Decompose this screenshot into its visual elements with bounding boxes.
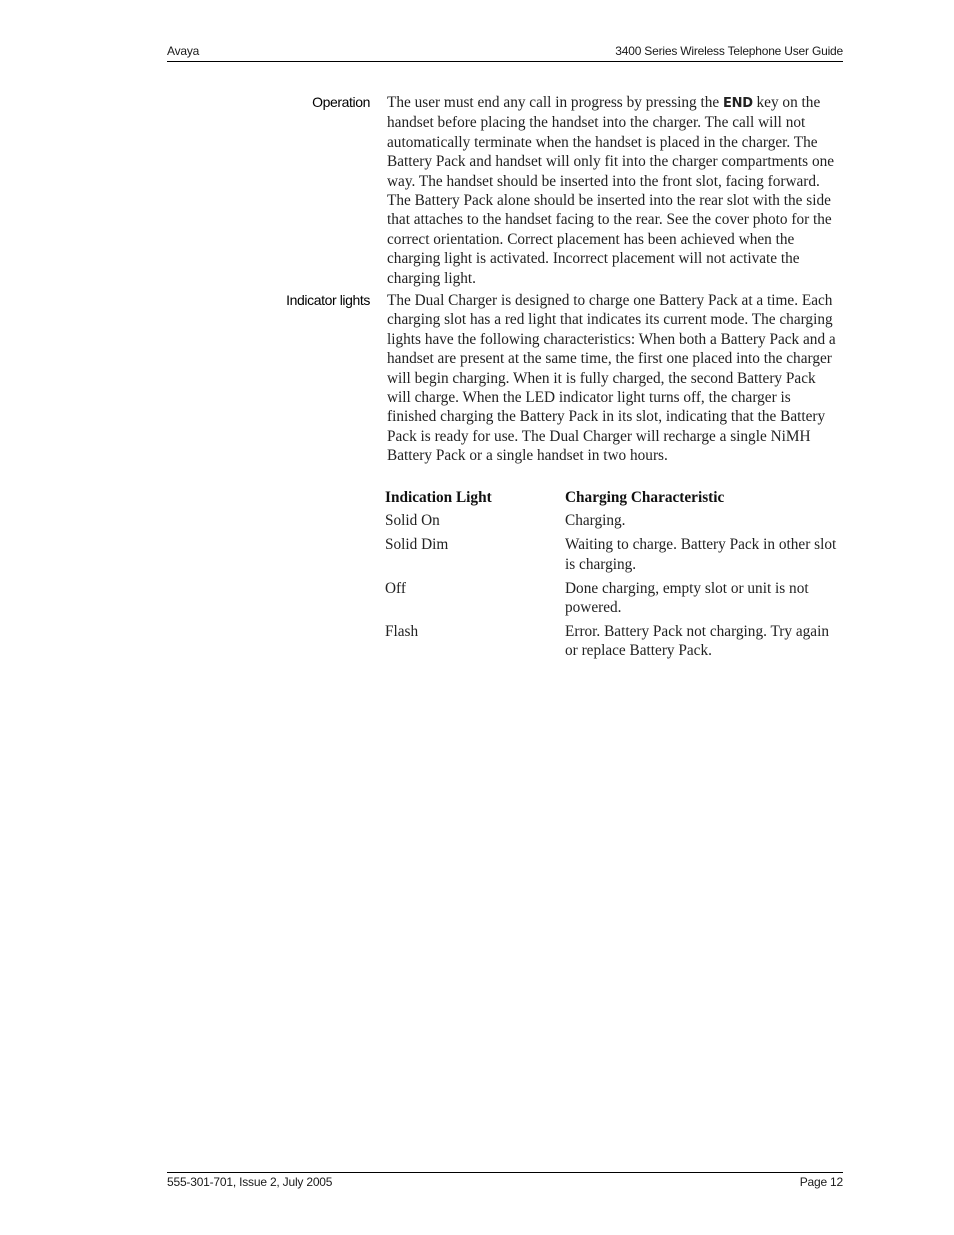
charging-characteristic-cell: Charging. (565, 512, 626, 530)
table-row (385, 579, 841, 622)
indication-light-table (385, 488, 841, 665)
end-key-label: END (723, 96, 753, 111)
operation-text-before: The user must end any call in progress by pressing the (387, 94, 724, 111)
indicator-lights-heading: Indicator lights (286, 292, 370, 308)
table-row (385, 622, 841, 665)
indication-light-cell: Off (385, 579, 406, 597)
table-header-row (385, 488, 841, 511)
page-header (167, 44, 843, 62)
indication-light-cell: Solid On (385, 512, 440, 530)
header-company: Avaya (167, 44, 200, 58)
column-header-charging-characteristic: Charging Characteristic (565, 489, 725, 506)
footer-document-number: 555-301-701, Issue 2, July 2005 (167, 1175, 333, 1189)
table-row (385, 511, 841, 535)
footer-page-number: Page 12 (799, 1175, 843, 1189)
charging-characteristic-cell: Waiting to charge. Battery Pack in other slot is charging. (565, 536, 837, 573)
charging-characteristic-cell: Error. Battery Pack not charging. Try again or replace Battery Pack. (565, 622, 829, 660)
operation-text-after: key on the handset before placing the handset into the charger. The call will not automatically terminate when the handset is placed in the charger. The Battery Pack and handset will only fit into the charger compartments one way. The handset should be inserted into the front slot, facing forward. The Battery Pack alone should be inserted into the rear slot with the side that attaches to the handset facing to the rear. See the cover photo for the correct orientation. Correct placement has been achieved when the charging light is activated. Incorrect placement will not activate the charging light. (387, 94, 835, 287)
operation-heading: Operation (312, 94, 370, 110)
charging-characteristic-cell: Done charging, empty slot or unit is not powered. (565, 579, 809, 617)
page-footer (167, 1172, 843, 1189)
column-header-indication-light: Indication Light (385, 489, 492, 506)
operation-paragraph (387, 93, 843, 288)
indicator-lights-paragraph: The Dual Charger is designed to charge one Battery Pack at a time. Each charging slot has a red light that indicates its current mode. The charging lights have the following characteristics: When both a Battery Pack and a handset are present at the same time, the first one placed into the charger will begin charging. When it is fully charged, the second Battery Pack will charge. When the LED indicator light turns off, the charger is finished charging the Battery Pack in its slot, indicating that the Battery Pack is ready for use. The Dual Charger will recharge a single NiMH Battery Pack or a single handset in two hours. (387, 292, 836, 465)
table-row (385, 535, 841, 578)
header-doc-title: 3400 Series Wireless Telephone User Guide (615, 44, 843, 58)
indication-light-cell: Flash (385, 622, 419, 640)
indication-light-cell: Solid Dim (385, 536, 449, 554)
